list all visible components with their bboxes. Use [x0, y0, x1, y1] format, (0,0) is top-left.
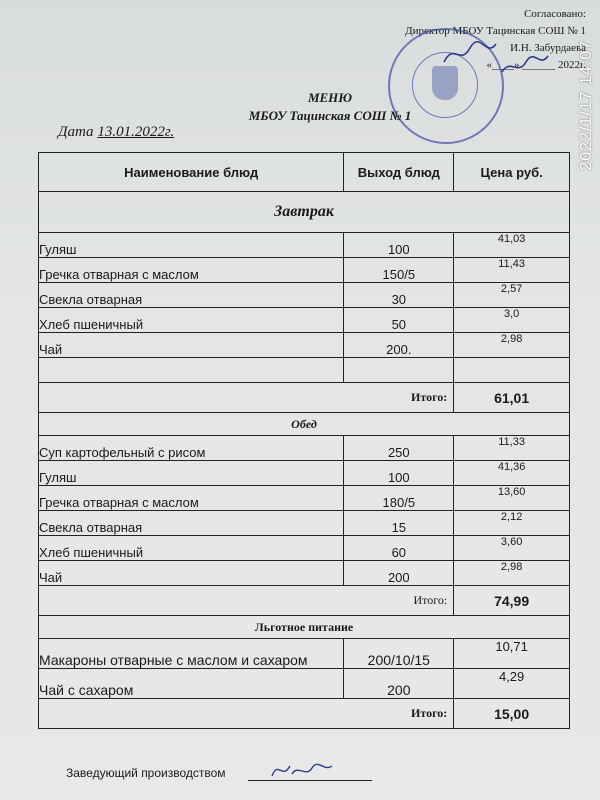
- dish-name: Гуляш: [39, 233, 344, 258]
- dish-price: 11,33: [454, 436, 570, 461]
- date-label: Дата: [58, 124, 94, 140]
- director-signature-2: [500, 52, 550, 80]
- dish-price: 10,71: [454, 639, 570, 669]
- approval-name: И.Н. Забурдаева: [510, 42, 586, 54]
- table-row: [39, 536, 570, 561]
- footer-label: Заведующий производством: [66, 766, 226, 780]
- dish-output: 100: [344, 461, 454, 486]
- table-row: [39, 436, 570, 461]
- total-label: Итого:: [39, 383, 454, 413]
- date-line: [58, 124, 174, 141]
- total-label: Итого:: [39, 586, 454, 616]
- total-value: 61,01: [454, 383, 570, 413]
- dish-price: 2,98: [454, 561, 570, 586]
- table-row: [39, 258, 570, 283]
- dish-output: 50: [344, 308, 454, 333]
- col-output: Выход блюд: [344, 153, 454, 192]
- dish-name: Чай: [39, 561, 344, 586]
- table-row: [39, 511, 570, 536]
- dish-name: Гуляш: [39, 461, 344, 486]
- dish-price: 3,0: [454, 308, 570, 333]
- dish-price: 11,43: [454, 258, 570, 283]
- col-dish-name: Наименование блюд: [39, 153, 344, 192]
- table-row: [39, 669, 570, 699]
- dish-output: 15: [344, 511, 454, 536]
- dish-output: 100: [344, 233, 454, 258]
- table-row: [39, 308, 570, 333]
- dish-price: 13,60: [454, 486, 570, 511]
- approval-director: Директор МБОУ Тацинская СОШ № 1: [405, 25, 586, 37]
- dish-price: 3,60: [454, 536, 570, 561]
- dish-output: 180/5: [344, 486, 454, 511]
- dish-name: Гречка отварная с маслом: [39, 258, 344, 283]
- dish-price: 2,12: [454, 511, 570, 536]
- photo-timestamp: 2022/1/17 14:07: [578, 40, 595, 171]
- table-row: [39, 461, 570, 486]
- table-row: [39, 486, 570, 511]
- dish-name: Свекла отварная: [39, 283, 344, 308]
- dish-price: 4,29: [454, 669, 570, 699]
- dish-price: 2,98: [454, 333, 570, 358]
- table-row: [39, 283, 570, 308]
- dish-price: 2,57: [454, 283, 570, 308]
- table-row: [39, 639, 570, 669]
- dish-output: 200: [344, 669, 454, 699]
- school-name: МБОУ Тацинская СОШ № 1: [248, 108, 412, 123]
- dish-price: 41,03: [454, 233, 570, 258]
- total-row-breakfast: [39, 383, 570, 413]
- dish-output: 200: [344, 561, 454, 586]
- dish-output: 200.: [344, 333, 454, 358]
- dish-output: 200/10/15: [344, 639, 454, 669]
- dish-output: 250: [344, 436, 454, 461]
- empty-row: [39, 358, 570, 383]
- dish-name: Чай с сахаром: [39, 669, 344, 699]
- section-preferential: Льготное питание: [39, 616, 570, 639]
- dish-output: 150/5: [344, 258, 454, 283]
- header-row: [39, 153, 570, 192]
- dish-name: Чай: [39, 333, 344, 358]
- date-value: 13.01.2022г.: [97, 124, 175, 140]
- dish-name: Гречка отварная с маслом: [39, 486, 344, 511]
- total-row-lunch: [39, 586, 570, 616]
- dish-price: 41,36: [454, 461, 570, 486]
- total-value: 74,99: [454, 586, 570, 616]
- dish-output: 60: [344, 536, 454, 561]
- total-row-preferential: [39, 699, 570, 729]
- approval-date: «____» ______ 2022г.: [486, 59, 586, 71]
- dish-name: Хлеб пшеничный: [39, 536, 344, 561]
- director-signature: [440, 38, 500, 68]
- manager-signature: [268, 758, 338, 782]
- approval-heading: Согласовано:: [524, 8, 586, 20]
- menu-title: МЕНЮ: [307, 90, 353, 105]
- menu-table: [38, 152, 570, 729]
- section-lunch: Обед: [39, 413, 570, 436]
- total-label: Итого:: [39, 699, 454, 729]
- dish-name: Свекла отварная: [39, 511, 344, 536]
- table-row: [39, 561, 570, 586]
- table-row: [39, 233, 570, 258]
- col-price: Цена руб.: [454, 153, 570, 192]
- dish-name: Хлеб пшеничный: [39, 308, 344, 333]
- dish-output: 30: [344, 283, 454, 308]
- dish-name: Суп картофельный с рисом: [39, 436, 344, 461]
- section-breakfast: Завтрак: [39, 192, 570, 233]
- dish-name: Макароны отварные с маслом и сахаром: [39, 639, 344, 669]
- table-row: [39, 333, 570, 358]
- total-value: 15,00: [454, 699, 570, 729]
